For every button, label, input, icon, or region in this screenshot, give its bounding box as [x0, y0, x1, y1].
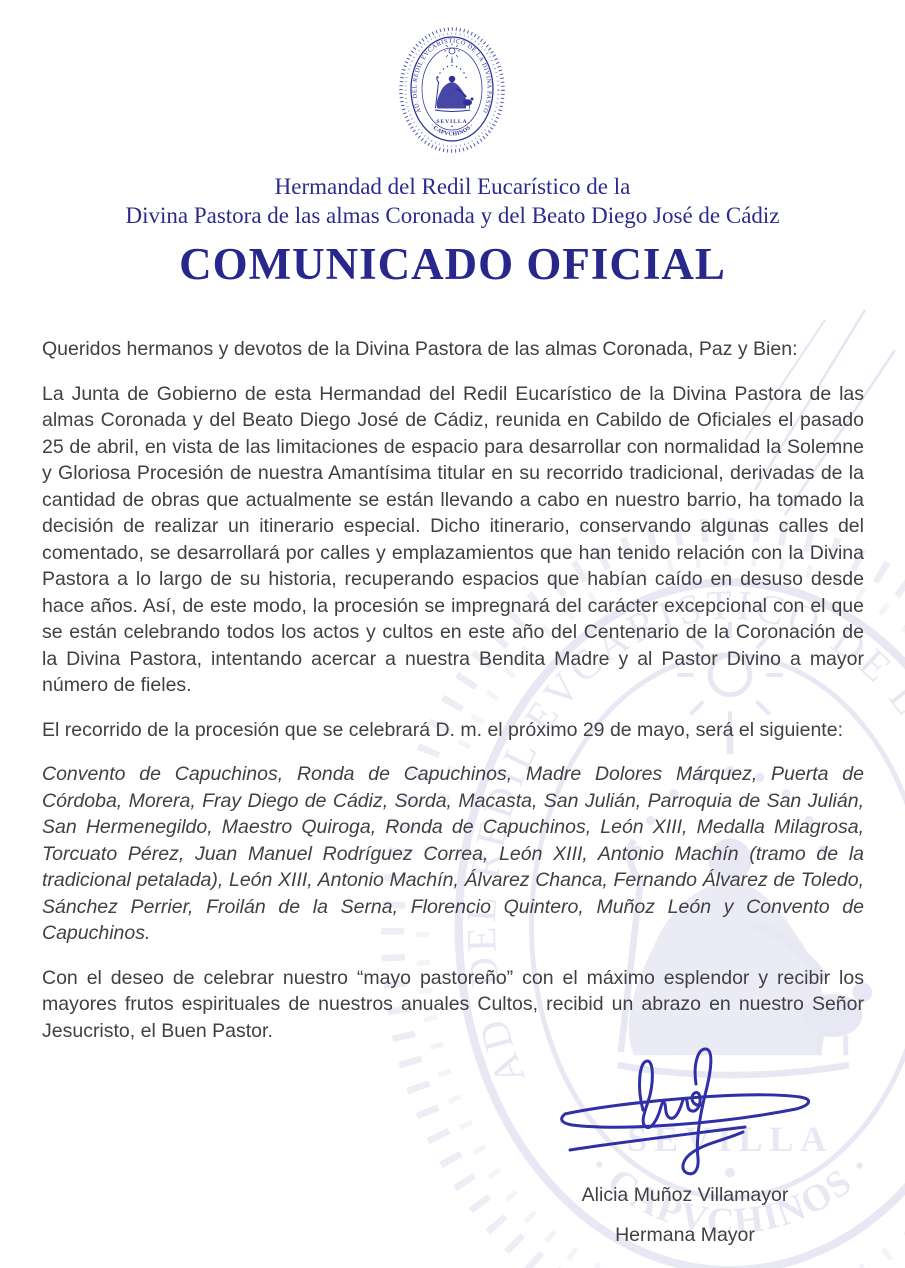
greeting-paragraph: Queridos hermanos y devotos de la Divina Pastora de las almas Coronada, Paz y Bien:	[42, 338, 798, 360]
letter-body	[42, 336, 864, 1062]
page-title: COMUNICADO OFICIAL	[179, 239, 726, 289]
organization-name-line2: Divina Pastora de las almas Coronada y del Beato Diego José de Cádiz	[125, 203, 780, 228]
hermandad-crest-emblem	[387, 14, 517, 160]
itinerary-paragraph: Convento de Capuchinos, Ronda de Capuchinos, Madre Dolores Márquez, Puerta de Córdoba, Morera, Fray Diego de Cádiz, Sorda, Macasta, San Julián, Parroquia de San Julián, San Hermenegildo, Maestro Quiroga, Ronda de Capuchinos, León XIII, Medalla Milagrosa, Torcuato Pérez, Juan Manuel Rodríguez Correa, León XIII, Antonio Machín (tramo de la tradicional petalada), León XIII, Antonio Machín, Álvarez Chanca, Fernando Álvarez de Toledo, Sánchez Perrier, Froilán de la Serna, Florencio Quintero, Muñoz León y Convento de Capuchinos.	[42, 763, 864, 944]
organization-header	[0, 172, 905, 230]
organization-name-line1: Hermandad del Redil Eucarístico de la	[274, 174, 631, 199]
closing-paragraph: Con el deseo de celebrar nuestro “mayo pastoreño” con el máximo esplendor y recibir los mayores frutos espirituales de nuestros anuales Cultos, recibid un abrazo en nuestro Señor Jesucristo, el Buen Pastor.	[42, 966, 864, 1042]
signature-image	[510, 1040, 840, 1190]
signatory-role: Hermana Mayor	[615, 1224, 755, 1246]
route-intro-paragraph: El recorrido de la procesión que se celebrará D. m. el próximo 29 de mayo, será el siguiente:	[42, 718, 843, 741]
announcement-paragraph: La Junta de Gobierno de esta Hermandad del Redil Eucarístico de la Divina Pastora de las almas Coronada y del Beato Diego José de Cádiz, reunida en Cabildo de Oficiales el pasado 25 de abril, en vista de las limitaciones de espacio para desarrollar con normalidad la Solemne y Gloriosa Procesión de nuestra Amantísima titular en su recorrido tradicional, derivadas de la cantidad de obras que actualmente se están llevando a cabo en nuestro barrio, ha tomado la decisión de realizar un itinerario especial. Dicho itinerario, conservando algunas calles del comentado, se desarrollará por calles y emplazamientos que han tenido relación con la Divina Pastora a lo largo de su historia, recuperando espacios que habían caído en desuso desde hace años. Así, de este modo, la procesión se impregnará del carácter excepcional con el que se están celebrando todos los actos y cultos en este año del Centenario de la Coronación de la Divina Pastora, intentando acercar a nuestra Bendita Madre y al Pastor Divino a mayor número de fieles.	[42, 382, 864, 696]
signatory-name: Alicia Muñoz Villamayor	[581, 1184, 789, 1206]
